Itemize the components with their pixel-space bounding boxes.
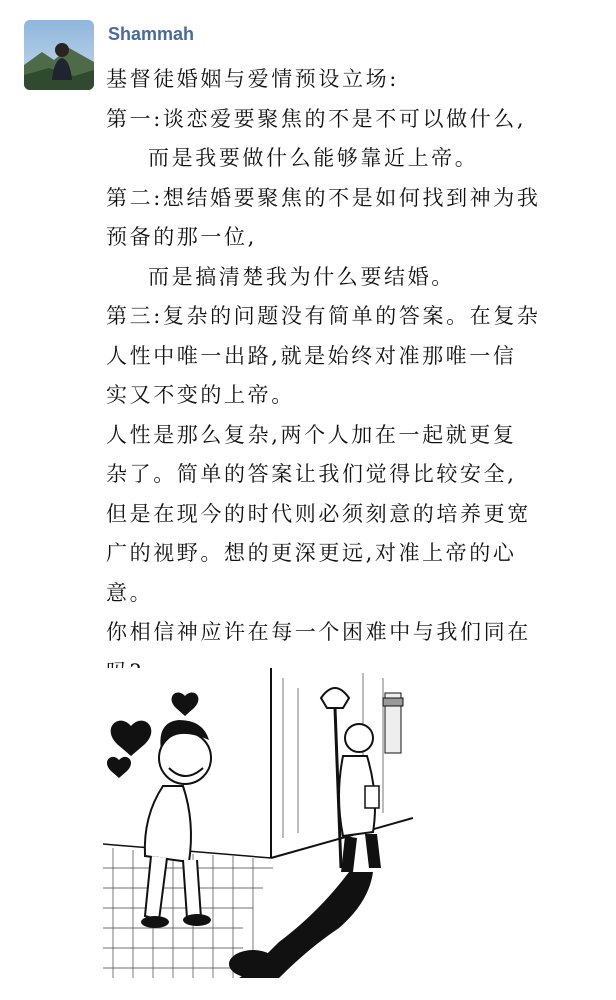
avatar-photo-icon <box>24 20 94 90</box>
cartoon-illustration-icon <box>103 668 413 978</box>
message-line: 广的视野。想的更深更远,对准上帝的心 <box>106 541 517 565</box>
cartoon-image[interactable] <box>103 668 413 978</box>
message-line: 第二:想结婚要聚焦的不是如何找到神为我 <box>106 185 541 210</box>
message-line: 预备的那一位, <box>106 225 257 249</box>
message-line: 而是搞清楚我为什么要结婚。 <box>148 264 455 289</box>
message-line: 实又不变的上帝。 <box>106 383 295 407</box>
sender-name[interactable]: Shammah <box>108 24 195 44</box>
message-line: 杂了。简单的答案让我们觉得比较安全, <box>106 462 517 486</box>
message-line: 人性是那么复杂,两个人加在一起就更复 <box>106 422 517 447</box>
message-line: 意。 <box>106 580 154 605</box>
message-line: 基督徒婚姻与爱情预设立场: <box>106 67 399 91</box>
message-line: 而是我要做什么能够靠近上帝。 <box>148 146 479 170</box>
message-text <box>106 60 596 692</box>
message-line: 你相信神应许在每一个困难中与我们同在 <box>106 620 531 644</box>
message-line: 但是在现今的时代则必须刻意的培养更宽 <box>106 501 531 526</box>
message-line: 第三:复杂的问题没有简单的答案。在复杂 <box>106 304 541 328</box>
message-line: 第一:谈恋爱要聚焦的不是不可以做什么, <box>106 106 527 131</box>
message-line: 人性中唯一出路,就是始终对准那唯一信 <box>106 343 517 368</box>
sender-avatar[interactable] <box>24 20 94 90</box>
